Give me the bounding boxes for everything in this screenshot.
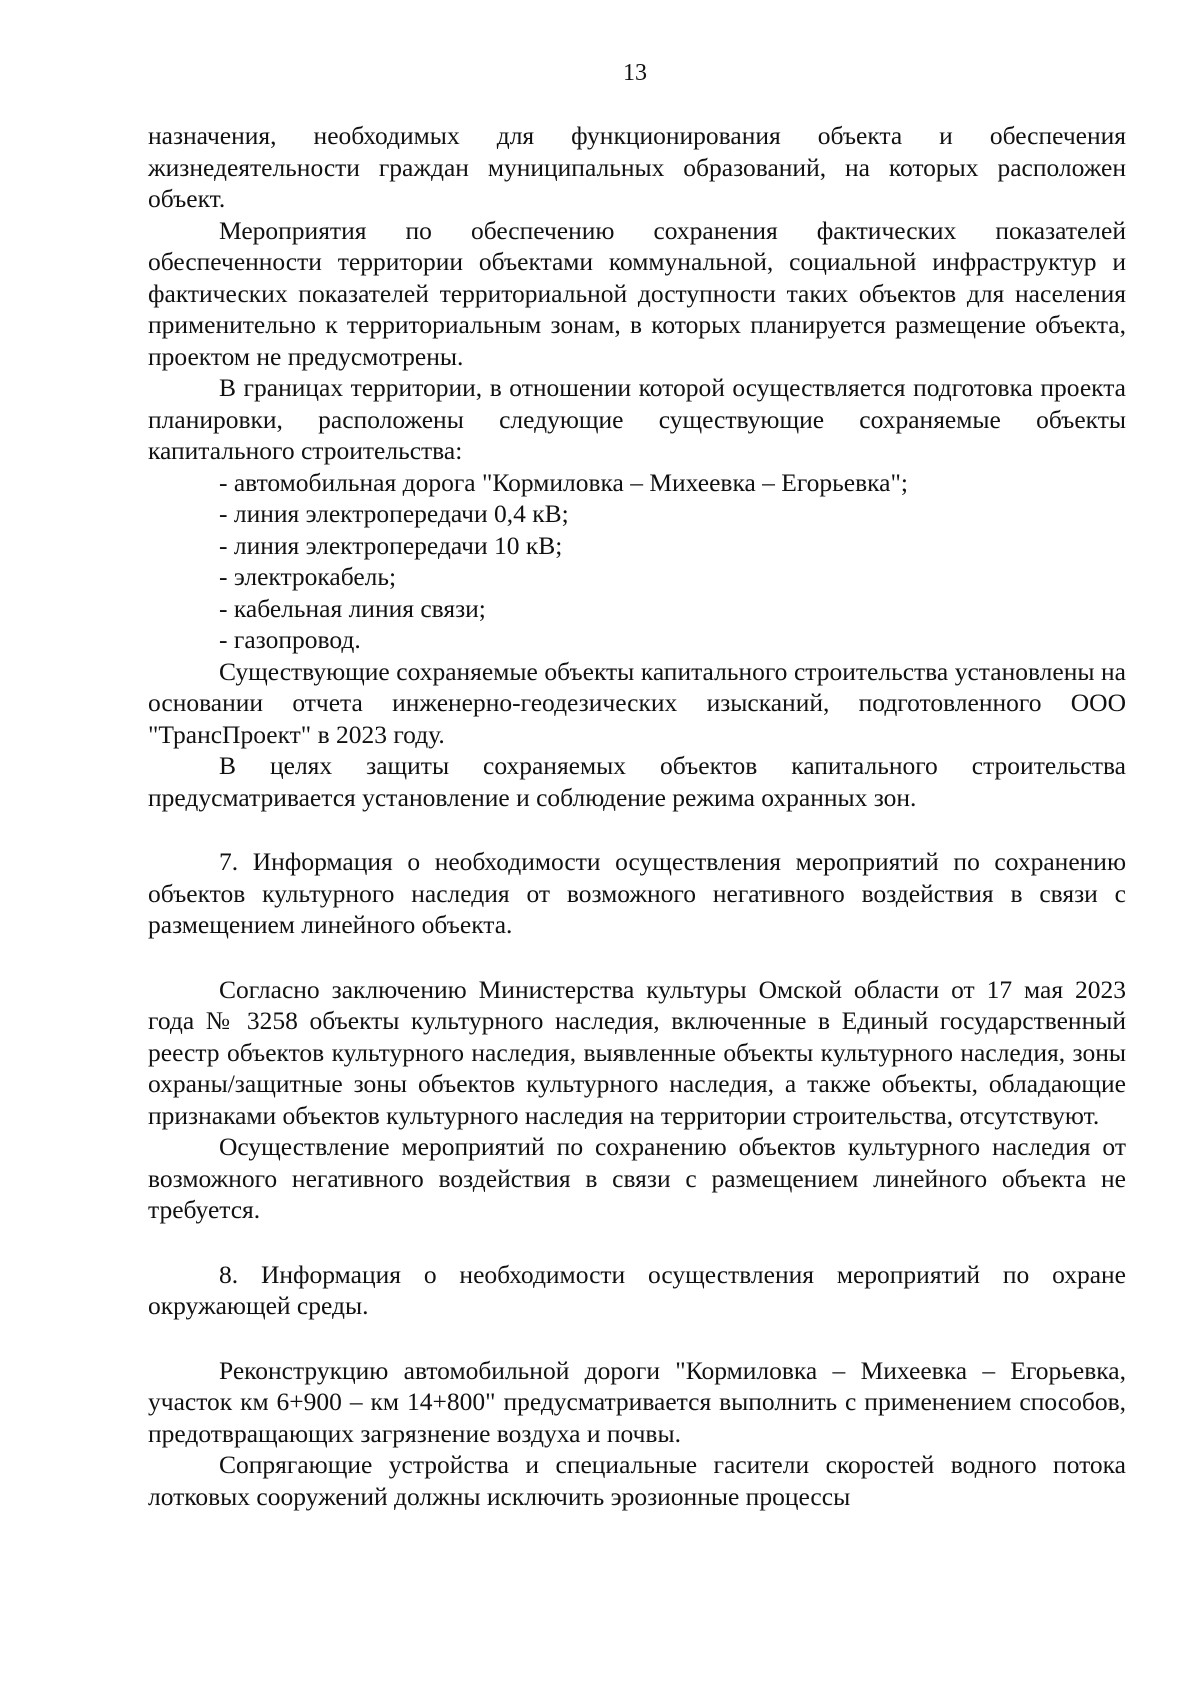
list-item: - линия электропередачи 10 кВ; — [219, 530, 563, 560]
paragraph-ministry-conclusion: Согласно заключению Министерства культуры Омской области от 17 мая 2023 года № 3258 объекты культурного наследия, включенные в Единый государственный реестр объектов культурного наследия, выявленные объекты культурного наследия, зоны охраны/защитные зоны объектов культурного наследия, а также объекты, обладающие признаками объектов культурного наследия на территории строительства, отсутствуют. — [148, 974, 1126, 1130]
list-item: - газопровод. — [219, 625, 361, 654]
section-8-heading: 8. Информация о необходимости осуществления мероприятий по охране окружающей среды. — [148, 1259, 1126, 1320]
list-item: - электрокабель; — [219, 562, 397, 591]
page-number: 13 — [623, 60, 647, 86]
paragraph-existing-objects-intro: В границах территории, в отношении которой осуществляется подготовка проекта планировки, расположены следующие существующие сохраняемые объекты капитального строительства: — [148, 373, 1126, 465]
paragraph-survey-basis: Существующие сохраняемые объекты капитального строительства установлены на основании отчета инженерно-геодезических изысканий, подготовленного ООО "ТрансПроект" в 2023 году. — [148, 656, 1126, 749]
list-item: - линия электропередачи 0,4 кВ; — [219, 499, 569, 528]
paragraph-heritage-measures: Осуществление мероприятий по сохранению объектов культурного наследия от возможного негативного воздействия в связи с размещением линейного объекта не требуется. — [148, 1132, 1126, 1224]
list-item: - кабельная линия связи; — [219, 593, 486, 623]
list-item: - автомобильная дорога "Кормиловка – Михеевка – Егорьевка"; — [219, 467, 908, 497]
section-7-heading: 7. Информация о необходимости осуществления мероприятий по сохранению объектов культурного наследия от возможного негативного воздействия в связи с размещением линейного объекта. — [148, 847, 1126, 939]
paragraph-protection-zones: В целях защиты сохраняемых объектов капитального строительства предусматривается установление и соблюдение режима охранных зон. — [148, 751, 1126, 812]
document-body — [148, 120, 1126, 1512]
paragraph-reconstruction: Реконструкцию автомобильной дороги "Кормиловка – Михеевка – Егорьевка, участок км 6+900 – км 14+800" предусматривается выполнить с применением способов, предотвращающих загрязнение воздуха и почвы. — [148, 1355, 1126, 1448]
paragraph-continuation: назначения, необходимых для функционирования объекта и обеспечения жизнедеятельности граждан муниципальных образований, на которых расположен объект. — [148, 121, 1126, 213]
paragraph-infrastructure-measures: Мероприятия по обеспечению сохранения фактических показателей обеспеченности территории объектами коммунальной, социальной инфраструктур и фактических показателей территориальной доступности таких объектов для населения применительно к территориальным зонам, в которых планируется размещение объекта, проектом не предусмотрены. — [148, 215, 1126, 371]
paragraph-erosion-protection: Сопрягающие устройства и специальные гасители скоростей водного потока лотковых сооружений должны исключить эрозионные процессы — [148, 1450, 1126, 1511]
